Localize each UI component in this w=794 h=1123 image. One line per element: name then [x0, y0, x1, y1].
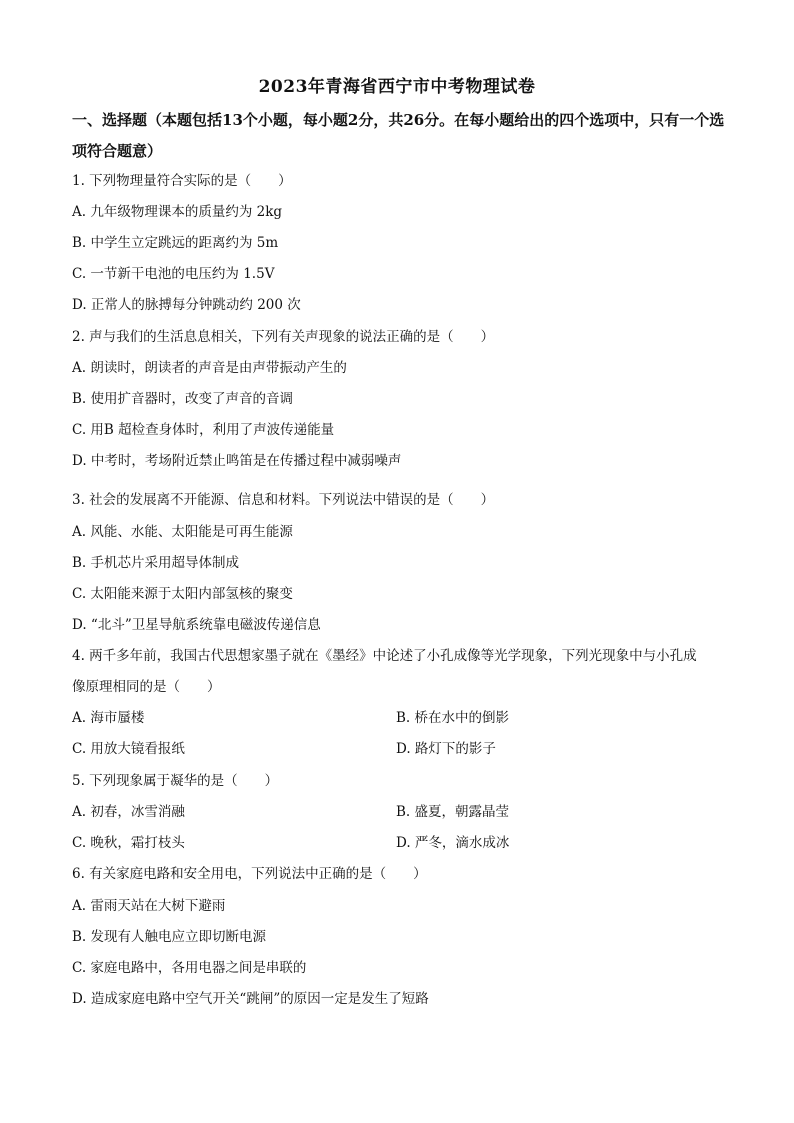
question-5-stem: 5. 下列现象属于凝华的是（ ） [72, 773, 279, 789]
question-4-stem-line-1: 4. 两千多年前，我国古代思想家墨子就在《墨经》中论述了小孔成像等光学现象，下列光现象中与小孔成 [72, 648, 697, 664]
question-4-option-a: A. 海市蜃楼 [72, 710, 145, 726]
question-3-option-c: C. 太阳能来源于太阳内部氢核的聚变 [72, 586, 293, 602]
question-3-option-b: B. 手机芯片采用超导体制成 [72, 555, 240, 571]
question-4-option-d: D. 路灯下的影子 [396, 741, 496, 757]
question-3-stem: 3. 社会的发展离不开能源、信息和材料。下列说法中错误的是（ ） [72, 492, 495, 508]
question-6-option-a: A. 雷雨天站在大树下避雨 [72, 898, 226, 914]
page-title: 2023年青海省西宁市中考物理试卷 [258, 77, 536, 97]
question-5-option-c: C. 晚秋，霜打枝头 [72, 835, 185, 851]
question-4-stem-line-2: 像原理相同的是（ ） [72, 679, 221, 695]
question-6-option-b: B. 发现有人触电应立即切断电源 [72, 929, 267, 945]
question-2-option-a: A. 朗读时，朗读者的声音是由声带振动产生的 [72, 360, 347, 376]
question-4-option-c: C. 用放大镜看报纸 [72, 741, 185, 757]
question-4-option-b: B. 桥在水中的倒影 [396, 710, 510, 726]
question-1-option-c: C. 一节新干电池的电压约为 1.5V [72, 266, 275, 282]
section-heading: 一、选择题（本题包括13个小题，每小题2分，共26分。在每小题给出的四个选项中，只有一个选项符合题意） [72, 111, 725, 160]
question-1-option-a: A. 九年级物理课本的质量约为 2kg [72, 204, 283, 220]
question-1-option-d: D. 正常人的脉搏每分钟跳动约 200 次 [72, 297, 301, 313]
question-1-option-b: B. 中学生立定跳远的距离约为 5m [72, 235, 279, 251]
question-6-stem: 6. 有关家庭电路和安全用电，下列说法中正确的是（ ） [72, 866, 427, 882]
question-2-option-d: D. 中考时，考场附近禁止鸣笛是在传播过程中减弱噪声 [72, 453, 402, 469]
question-6-option-d: D. 造成家庭电路中空气开关“跳闸”的原因一定是发生了短路 [72, 991, 429, 1007]
question-2-option-b: B. 使用扩音器时，改变了声音的音调 [72, 391, 294, 407]
question-2-stem: 2. 声与我们的生活息息相关，下列有关声现象的说法正确的是（ ） [72, 329, 495, 345]
question-5-option-a: A. 初春，冰雪消融 [72, 804, 185, 820]
question-1-stem: 1. 下列物理量符合实际的是（ ） [72, 173, 292, 189]
question-2-option-c: C. 用B 超检查身体时，利用了声波传递能量 [72, 422, 335, 438]
question-5-option-d: D. 严冬，滴水成冰 [396, 835, 510, 851]
question-3-option-d: D. “北斗”卫星导航系统靠电磁波传递信息 [72, 617, 321, 633]
question-5-option-b: B. 盛夏，朝露晶莹 [396, 804, 510, 820]
question-3-option-a: A. 风能、水能、太阳能是可再生能源 [72, 524, 293, 540]
question-6-option-c: C. 家庭电路中，各用电器之间是串联的 [72, 960, 307, 976]
